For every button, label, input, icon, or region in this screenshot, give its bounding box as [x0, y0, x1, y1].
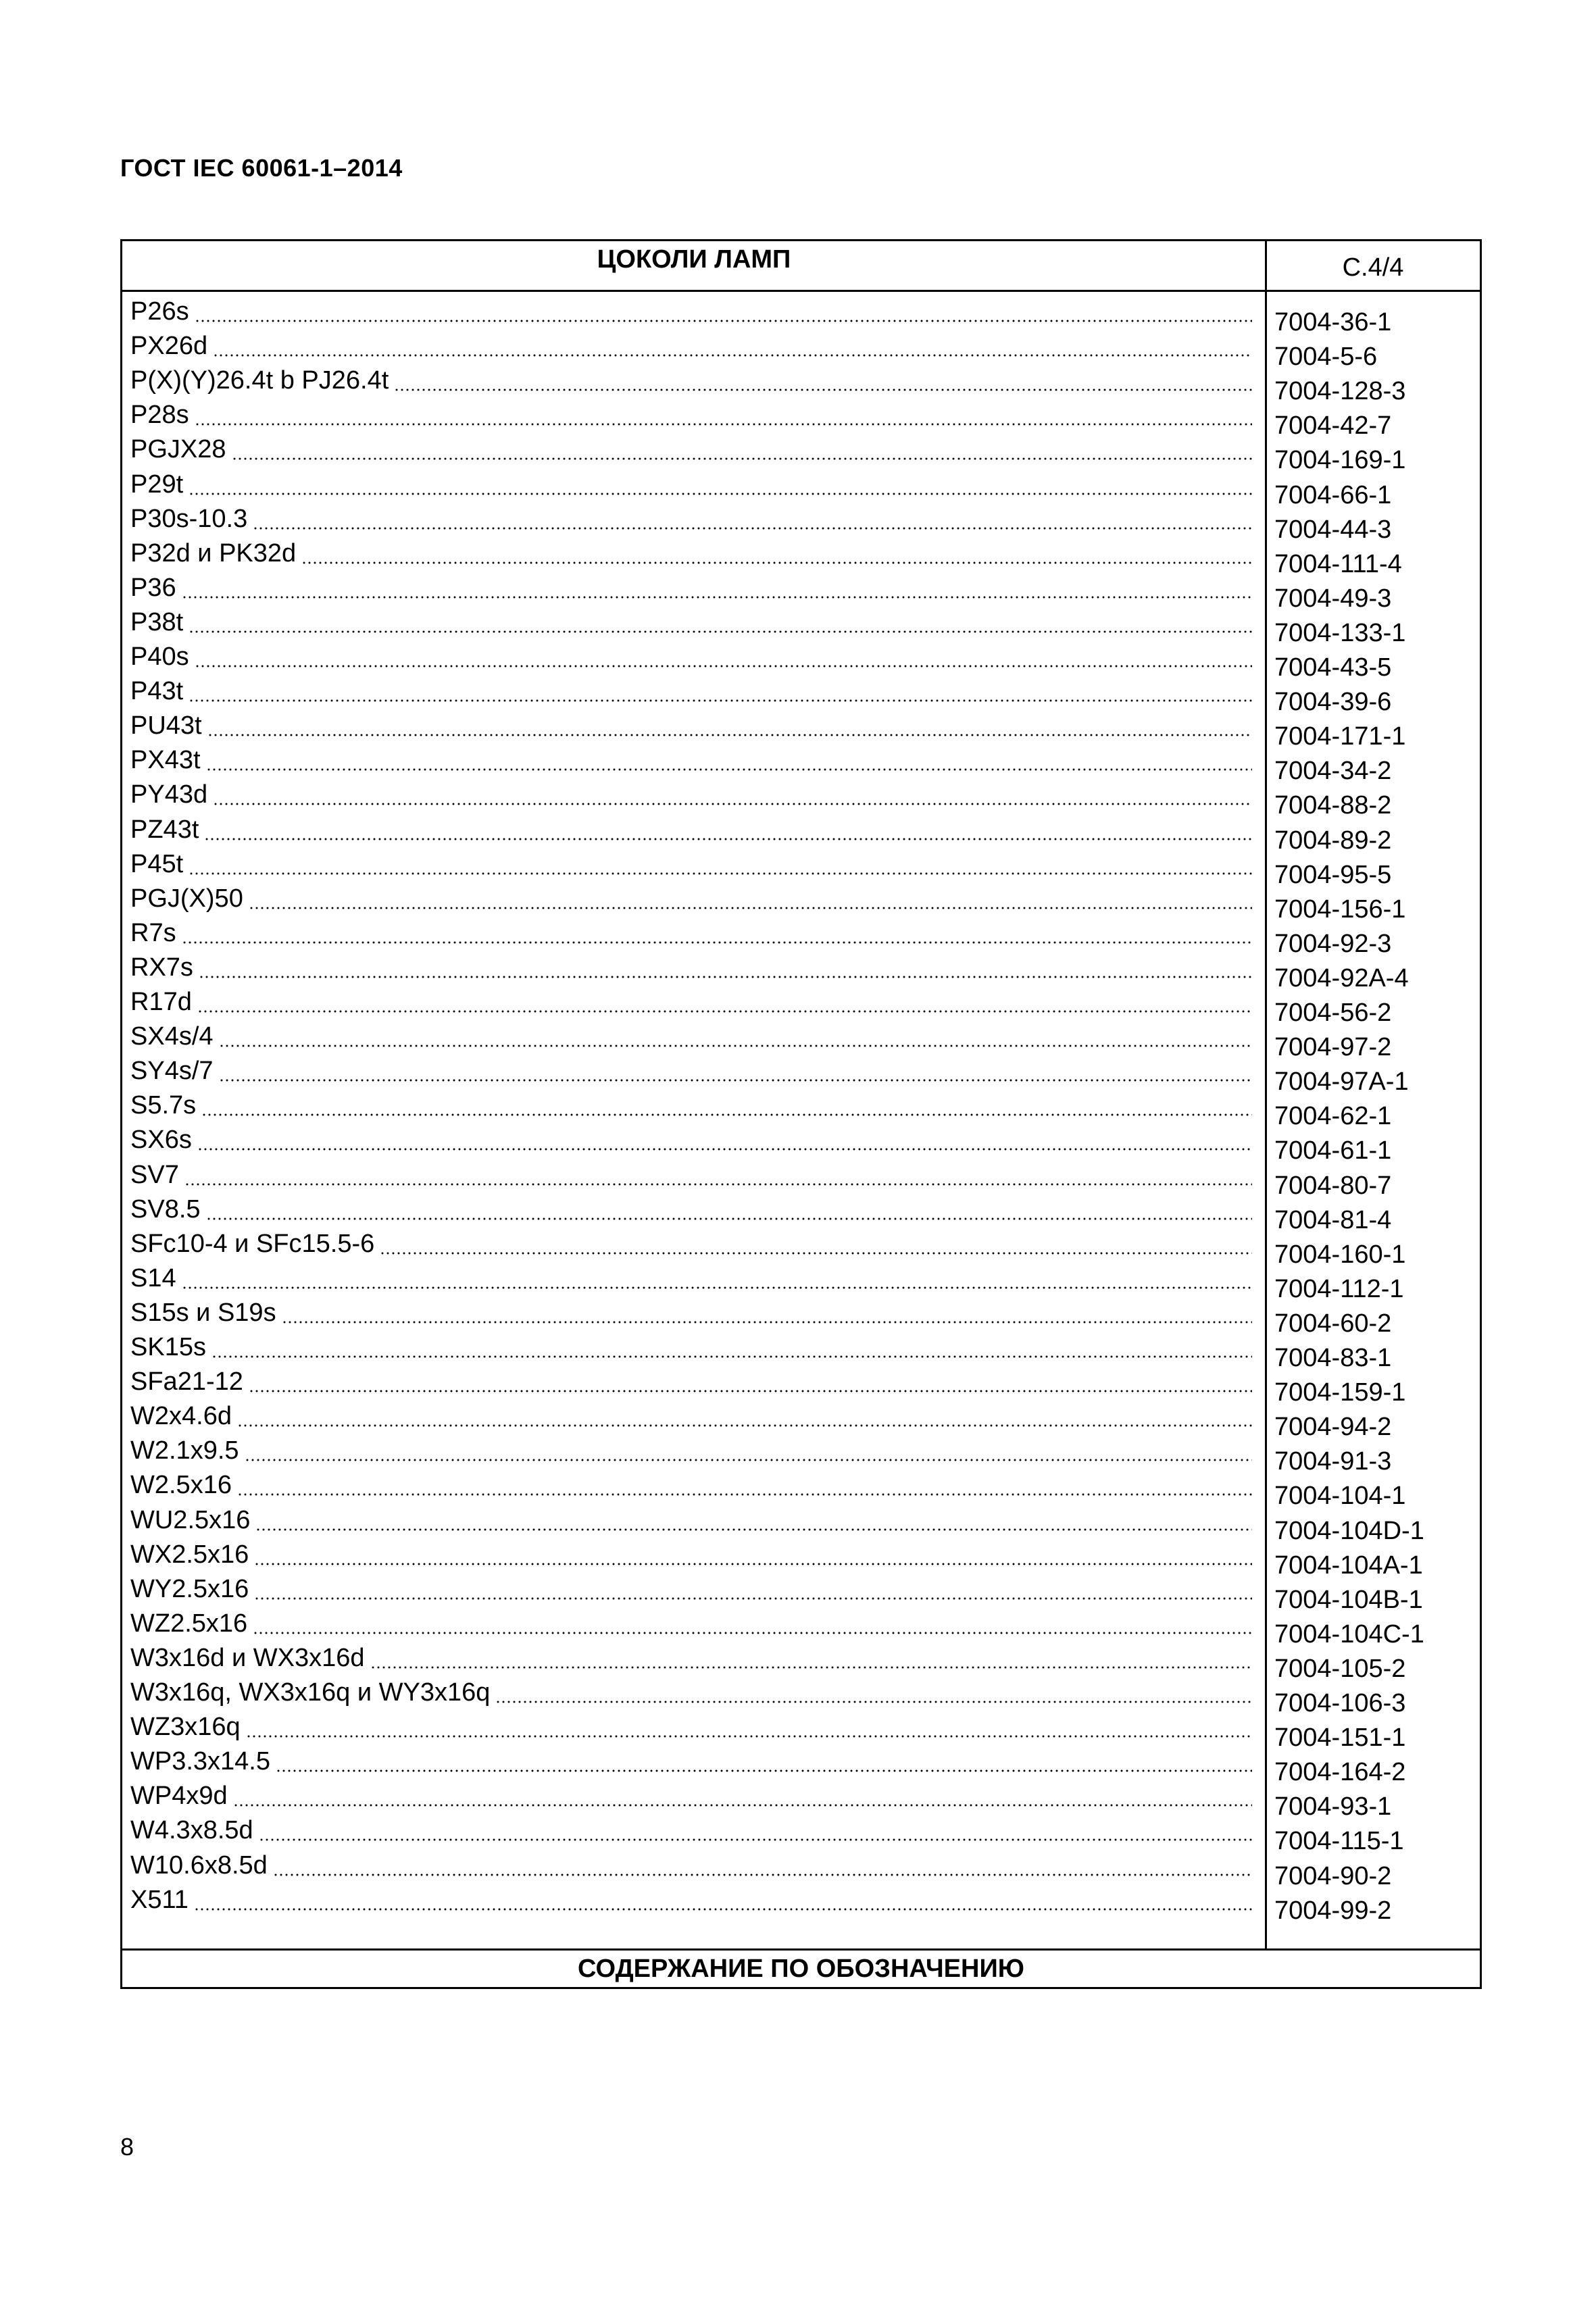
entry-code: 7004-60-2	[1274, 1309, 1392, 1338]
dot-leader	[237, 1424, 1252, 1428]
dot-leader	[189, 492, 1252, 496]
entry-code: 7004-95-5	[1274, 860, 1392, 889]
dot-leader	[253, 526, 1252, 530]
entry-name: W2x4.6d	[130, 1402, 232, 1431]
entry-row	[130, 1360, 1252, 1397]
entry-name: W10.6x8.5d	[130, 1851, 268, 1880]
entry-row	[130, 359, 1252, 393]
entry-code: 7004-171-1	[1274, 722, 1406, 751]
dot-leader	[197, 1147, 1252, 1151]
entry-name: WZ3x16q	[130, 1713, 241, 1742]
entry-code: 7004-83-1	[1274, 1344, 1392, 1372]
dot-leader	[253, 1631, 1252, 1635]
entry-name: W3x16d и WX3x16d	[130, 1643, 365, 1672]
entry-row	[130, 877, 1252, 911]
entry-code: 7004-128-3	[1274, 377, 1406, 406]
table-header-row	[122, 241, 1480, 292]
entry-name: P45t	[130, 849, 184, 878]
dot-leader	[182, 1286, 1252, 1290]
entry-code: 7004-97A-1	[1274, 1067, 1409, 1097]
dot-leader	[282, 1320, 1252, 1324]
entry-name: WP4x9d	[130, 1782, 228, 1811]
entry-row	[130, 1153, 1252, 1188]
entry-code: 7004-34-2	[1274, 757, 1392, 786]
dot-leader	[213, 802, 1252, 806]
entry-row	[130, 428, 1252, 462]
entry-code: 7004-115-1	[1274, 1827, 1404, 1856]
entry-row	[130, 1567, 1252, 1602]
dot-leader	[249, 1389, 1252, 1393]
dot-leader	[213, 353, 1252, 357]
dot-leader	[254, 1596, 1252, 1601]
dot-leader	[195, 319, 1252, 323]
dot-leader	[206, 1217, 1252, 1221]
entry-code: 7004-80-7	[1274, 1171, 1392, 1200]
entry-row	[130, 808, 1252, 842]
entry-row	[130, 1049, 1252, 1084]
entry-code: 7004-104C-1	[1274, 1619, 1424, 1649]
dot-leader	[246, 1734, 1252, 1738]
entry-code: 7004-104B-1	[1274, 1585, 1423, 1614]
entry-name: SK15s	[130, 1333, 206, 1361]
entry-row	[130, 290, 1252, 324]
dot-leader	[273, 1873, 1252, 1877]
document-header: ГОСТ IEC 60061-1–2014	[120, 154, 403, 182]
entry-row	[130, 601, 1252, 635]
dot-leader	[201, 1113, 1252, 1117]
dot-leader	[232, 457, 1252, 461]
dot-leader	[495, 1700, 1252, 1704]
entry-row	[130, 463, 1252, 497]
entry-code: 7004-104A-1	[1274, 1551, 1423, 1580]
entry-name: PX43t	[130, 746, 201, 775]
entry-row	[130, 842, 1252, 877]
entry-name: PY43d	[130, 780, 208, 809]
dot-leader	[237, 1492, 1252, 1496]
dot-leader	[211, 1355, 1252, 1359]
dot-leader	[204, 837, 1252, 841]
entry-row	[130, 1429, 1252, 1463]
entry-name: SX4s/4	[130, 1022, 214, 1051]
entry-code: 7004-156-1	[1274, 895, 1406, 924]
entry-row	[130, 497, 1252, 532]
entry-code: 7004-160-1	[1274, 1240, 1406, 1269]
table-footer: СОДЕРЖАНИЕ ПО ОБОЗНАЧЕНИЮ	[122, 1948, 1480, 1987]
dot-leader	[195, 664, 1252, 668]
entry-row	[130, 1463, 1252, 1498]
entry-row	[130, 1118, 1252, 1153]
dot-leader	[184, 1182, 1252, 1186]
entry-name: P28s	[130, 401, 189, 430]
entry-code: 7004-89-2	[1274, 826, 1392, 855]
entry-row	[130, 1222, 1252, 1257]
entry-name: SV7	[130, 1160, 179, 1189]
entry-name: SFc10-4 и SFc15.5-6	[130, 1229, 375, 1258]
entry-row	[130, 1671, 1252, 1705]
entry-code: 7004-104-1	[1274, 1482, 1406, 1511]
entry-row	[130, 946, 1252, 980]
page-number: 8	[120, 2133, 134, 2161]
entry-row	[130, 773, 1252, 807]
dot-leader	[219, 1044, 1252, 1048]
dot-leader	[249, 906, 1252, 910]
entry-row	[130, 1257, 1252, 1291]
entry-name: S5.7s	[130, 1091, 197, 1120]
entry-name: WZ2.5x16	[130, 1609, 248, 1638]
dot-leader	[206, 768, 1252, 772]
entry-name: P(X)(Y)26.4t b PJ26.4t	[130, 366, 389, 395]
entry-name: SX6s	[130, 1126, 192, 1155]
entry-code: 7004-106-3	[1274, 1689, 1406, 1717]
entry-code: 7004-93-1	[1274, 1792, 1392, 1821]
dot-leader	[254, 1562, 1252, 1566]
dot-leader	[370, 1665, 1253, 1669]
dot-leader	[195, 422, 1252, 426]
entry-code: 7004-97-2	[1274, 1033, 1392, 1062]
entry-code: 7004-105-2	[1274, 1654, 1406, 1683]
dot-leader	[255, 1528, 1252, 1532]
entry-name: SY4s/7	[130, 1057, 214, 1086]
entry-row	[130, 532, 1252, 566]
entry-row	[130, 324, 1252, 359]
entry-code: 7004-62-1	[1274, 1102, 1392, 1131]
entry-code: 7004-92-3	[1274, 929, 1392, 958]
dot-leader	[259, 1838, 1252, 1842]
entry-code: 7004-49-3	[1274, 584, 1392, 613]
entry-code: 7004-99-2	[1274, 1896, 1392, 1925]
entry-name: P29t	[130, 470, 184, 499]
entry-name: R7s	[130, 918, 176, 947]
entry-row	[130, 635, 1252, 670]
entry-row	[130, 1809, 1252, 1843]
entry-row	[130, 911, 1252, 946]
entry-name: PGJX28	[130, 435, 226, 464]
entry-code: 7004-44-3	[1274, 515, 1392, 544]
entry-name: P30s-10.3	[130, 504, 248, 533]
contents-table	[120, 239, 1482, 1989]
entry-row	[130, 1326, 1252, 1360]
entry-code: 7004-159-1	[1274, 1378, 1406, 1407]
entry-code: 7004-112-1	[1274, 1274, 1404, 1303]
dot-leader	[189, 872, 1252, 876]
entry-code: 7004-66-1	[1274, 480, 1392, 509]
entry-name: WX2.5x16	[130, 1540, 249, 1569]
dot-leader	[394, 388, 1252, 392]
entry-name: RX7s	[130, 953, 193, 982]
entry-row	[130, 1499, 1252, 1533]
entry-code: 7004-92A-4	[1274, 963, 1409, 992]
entry-name: S14	[130, 1263, 176, 1292]
dot-leader	[207, 733, 1252, 737]
page-reference: С.4/4	[1342, 253, 1404, 282]
entry-row	[130, 1878, 1252, 1913]
entry-name: W2.1x9.5	[130, 1436, 239, 1465]
entry-name: P32d и PK32d	[130, 538, 297, 568]
entry-name: PGJ(X)50	[130, 884, 243, 913]
entry-row	[130, 1188, 1252, 1222]
entry-name: WU2.5x16	[130, 1505, 251, 1534]
dot-leader	[189, 630, 1252, 634]
dot-leader	[219, 1078, 1252, 1082]
dot-leader	[199, 975, 1252, 979]
entry-name: S15s и S19s	[130, 1298, 276, 1327]
entry-code: 7004-61-1	[1274, 1136, 1392, 1165]
table-title: ЦОКОЛИ ЛАМП	[597, 245, 791, 274]
entry-row	[130, 1015, 1252, 1049]
entry-code: 7004-111-4	[1274, 549, 1402, 578]
entry-row	[130, 1602, 1252, 1636]
entry-code: 7004-94-2	[1274, 1413, 1392, 1442]
entry-row	[130, 1844, 1252, 1878]
entry-code: 7004-164-2	[1274, 1758, 1406, 1787]
entry-name: P36	[130, 573, 176, 602]
entry-code: 7004-39-6	[1274, 688, 1392, 717]
entry-code: 7004-169-1	[1274, 446, 1406, 475]
entry-code: 7004-88-2	[1274, 791, 1392, 820]
entry-name: W3x16q, WX3x16q и WY3x16q	[130, 1678, 491, 1707]
entry-row	[130, 1533, 1252, 1567]
entry-row	[130, 670, 1252, 704]
entry-row	[130, 1394, 1252, 1429]
entry-row	[130, 1774, 1252, 1809]
entry-name: X511	[130, 1885, 189, 1914]
entry-row	[130, 1636, 1252, 1671]
entry-code: 7004-43-5	[1274, 653, 1392, 682]
entry-name: W4.3x8.5d	[130, 1816, 253, 1845]
entry-name: R17d	[130, 988, 192, 1016]
entry-name: SV8.5	[130, 1194, 201, 1224]
entry-code: 7004-56-2	[1274, 999, 1392, 1027]
entry-code: 7004-36-1	[1274, 308, 1392, 336]
entry-code: 7004-133-1	[1274, 618, 1406, 647]
entry-code: 7004-81-4	[1274, 1205, 1392, 1234]
dot-leader	[380, 1251, 1252, 1255]
entry-code: 7004-104D-1	[1274, 1516, 1424, 1545]
entry-code: 7004-90-2	[1274, 1861, 1392, 1890]
entry-name: P43t	[130, 677, 184, 706]
dot-leader	[197, 1009, 1252, 1013]
entry-row	[130, 980, 1252, 1015]
entry-row	[130, 738, 1252, 773]
entry-row	[130, 1740, 1252, 1774]
dot-leader	[182, 940, 1252, 945]
entry-name: WP3.3x14.5	[130, 1747, 270, 1776]
entry-name: PU43t	[130, 711, 202, 740]
entry-row	[130, 1084, 1252, 1118]
dot-leader	[276, 1769, 1252, 1773]
entry-code: 7004-151-1	[1274, 1724, 1406, 1753]
entry-name: P38t	[130, 607, 184, 636]
entry-name: P40s	[130, 643, 189, 671]
entry-row	[130, 704, 1252, 738]
entry-code: 7004-42-7	[1274, 411, 1392, 441]
entry-name: W2.5x16	[130, 1471, 232, 1500]
entry-code: 7004-91-3	[1274, 1447, 1392, 1476]
dot-leader	[182, 595, 1252, 599]
entry-row	[130, 1291, 1252, 1326]
dot-leader	[189, 699, 1252, 703]
entry-row	[130, 1705, 1252, 1740]
entry-name: WY2.5x16	[130, 1574, 249, 1603]
column-divider	[1265, 241, 1267, 1951]
entry-code: 7004-5-6	[1274, 343, 1378, 372]
entry-row	[130, 393, 1252, 428]
entry-name: PX26d	[130, 332, 208, 361]
entry-name: PZ43t	[130, 815, 199, 844]
entry-name: SFa21-12	[130, 1367, 243, 1397]
dot-leader	[245, 1458, 1252, 1462]
dot-leader	[233, 1803, 1252, 1807]
entry-name: P26s	[130, 297, 189, 326]
dot-leader	[194, 1907, 1252, 1911]
entry-row	[130, 566, 1252, 601]
dot-leader	[301, 561, 1252, 565]
